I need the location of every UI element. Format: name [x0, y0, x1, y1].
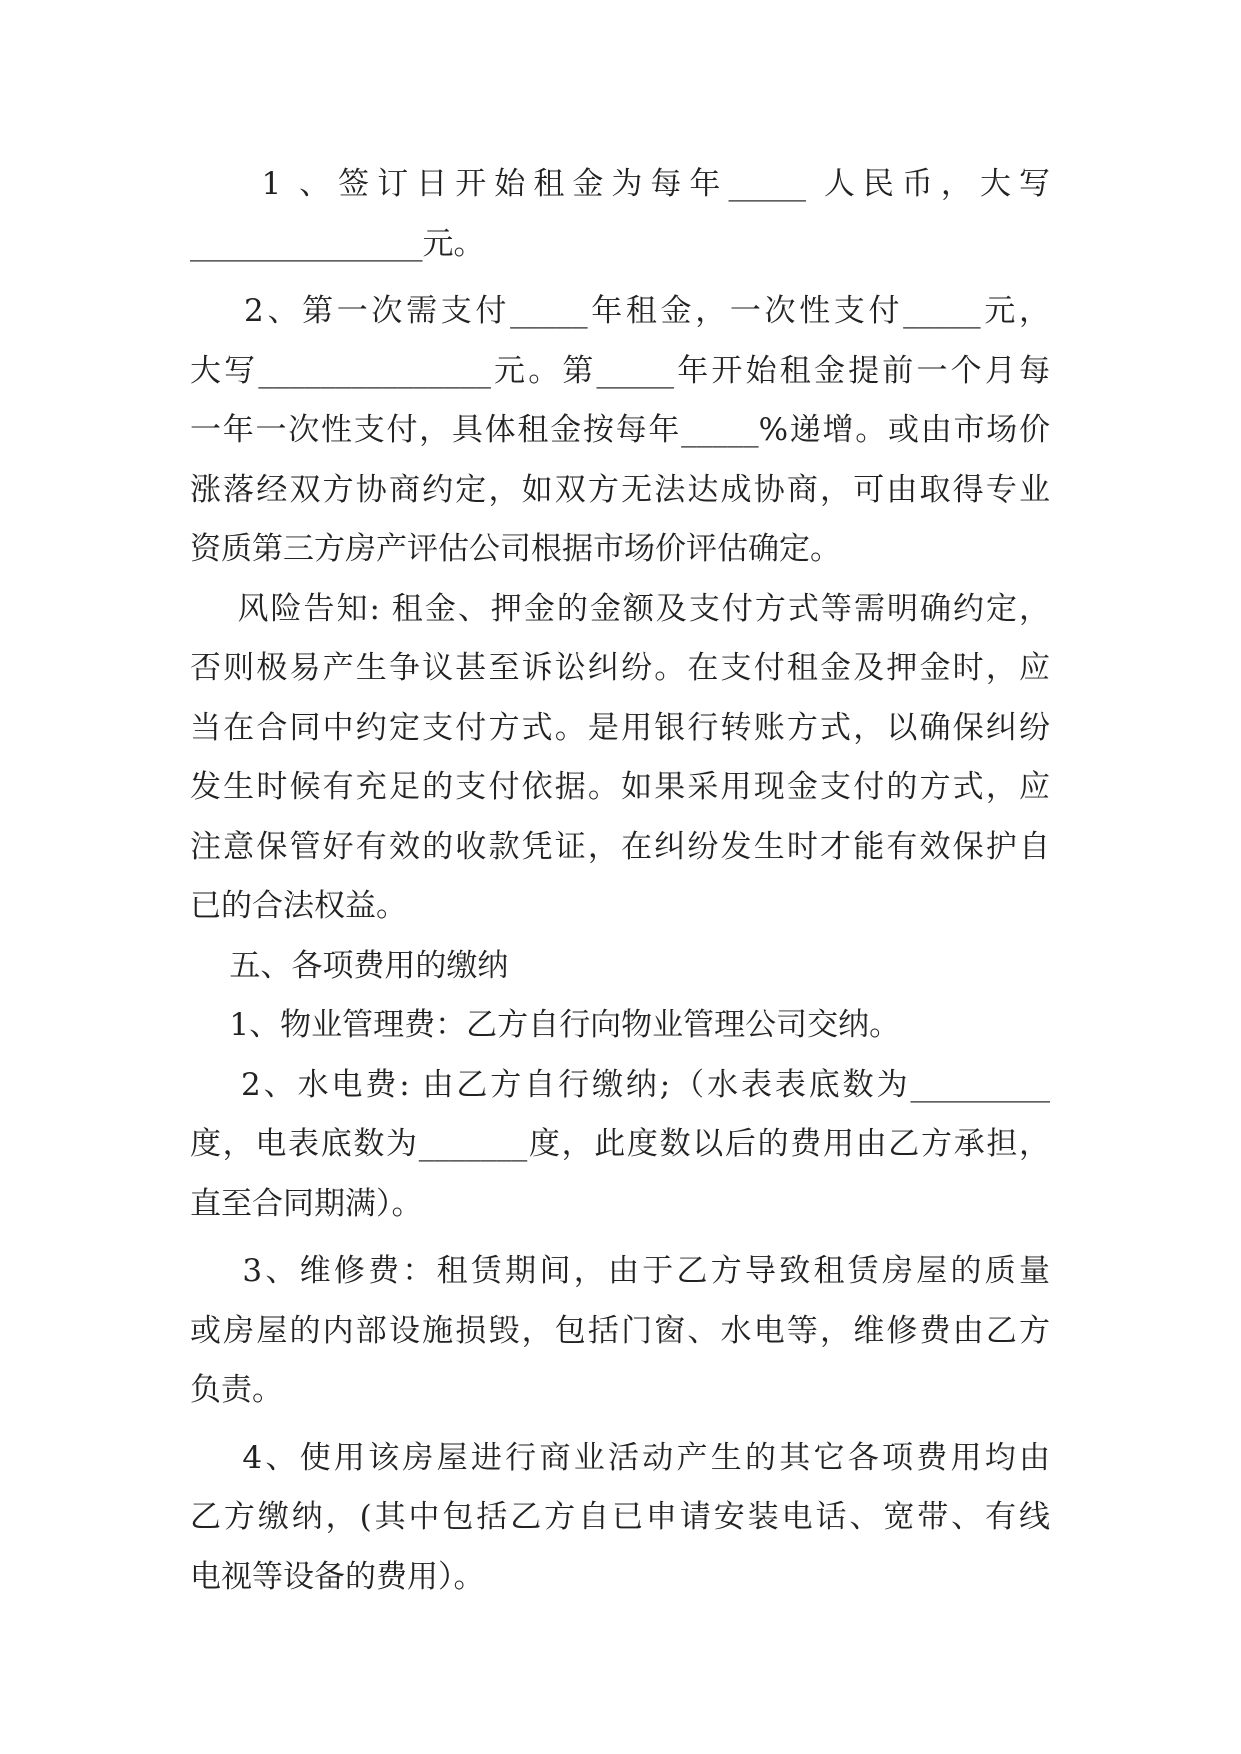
- text-line: 涨落经双方协商约定，如双方无法达成协商，可由取得专业: [190, 471, 1050, 508]
- document-body: [190, 155, 1050, 1607]
- text-line: 一年一次性支付，具体租金按每年_____%递增。或由市场价: [190, 412, 1050, 448]
- text-line: 大写_______________元。第_____年开始租金提前一个月每: [190, 352, 1050, 389]
- text-line: 2、第一次需支付_____年租金，一次性支付_____元，: [190, 293, 1050, 329]
- text-line: 已的合法权益。: [190, 888, 407, 924]
- text-line: 风险告知: 租金、押金的金额及支付方式等需明确约定，: [190, 590, 1050, 627]
- text-line: 资质第三方房产评估公司根据市场价评估确定。: [190, 531, 841, 567]
- text-line: 直至合同期满）。: [190, 1185, 423, 1222]
- text-line: 3、维修费：租赁期间，由于乙方导致租赁房屋的质量: [190, 1253, 1050, 1289]
- text-line: 1 、签订日开始租金为每年_____ 人民币，大写: [190, 166, 1050, 202]
- text-line: 1、物业管理费：乙方自行向物业管理公司交纳。: [190, 1007, 901, 1043]
- text-line: 注意保管好有效的收款凭证，在纠纷发生时才能有效保护自: [190, 828, 1050, 865]
- text-line: 乙方缴纳，(其中包括乙方自已申请安装电话、宽带、有线: [190, 1499, 1050, 1535]
- text-line: 4、使用该房屋进行商业活动产生的其它各项费用均由: [190, 1439, 1050, 1476]
- text-line: 五、各项费用的缴纳: [190, 947, 509, 984]
- text-line: 度，电表底数为_______度，此度数以后的费用由乙方承担，: [190, 1126, 1050, 1162]
- text-line: 2、水电费: 由乙方自行缴纳;（水表表底数为_________: [190, 1066, 1050, 1103]
- text-line: 当在合同中约定支付方式。是用银行转账方式，以确保纠纷: [190, 709, 1050, 746]
- text-line: 否则极易产生争议甚至诉讼纠纷。在支付租金及押金时，应: [190, 650, 1050, 686]
- text-line: 负责。: [190, 1372, 283, 1408]
- text-line: 电视等设备的费用）。: [190, 1558, 485, 1595]
- text-line: 发生时候有充足的支付依据。如果采用现金支付的方式，应: [190, 769, 1050, 805]
- text-line: 或房屋的内部设施损毁，包括门窗、水电等，维修费由乙方: [190, 1312, 1050, 1349]
- text-line: _______________元。: [190, 225, 485, 262]
